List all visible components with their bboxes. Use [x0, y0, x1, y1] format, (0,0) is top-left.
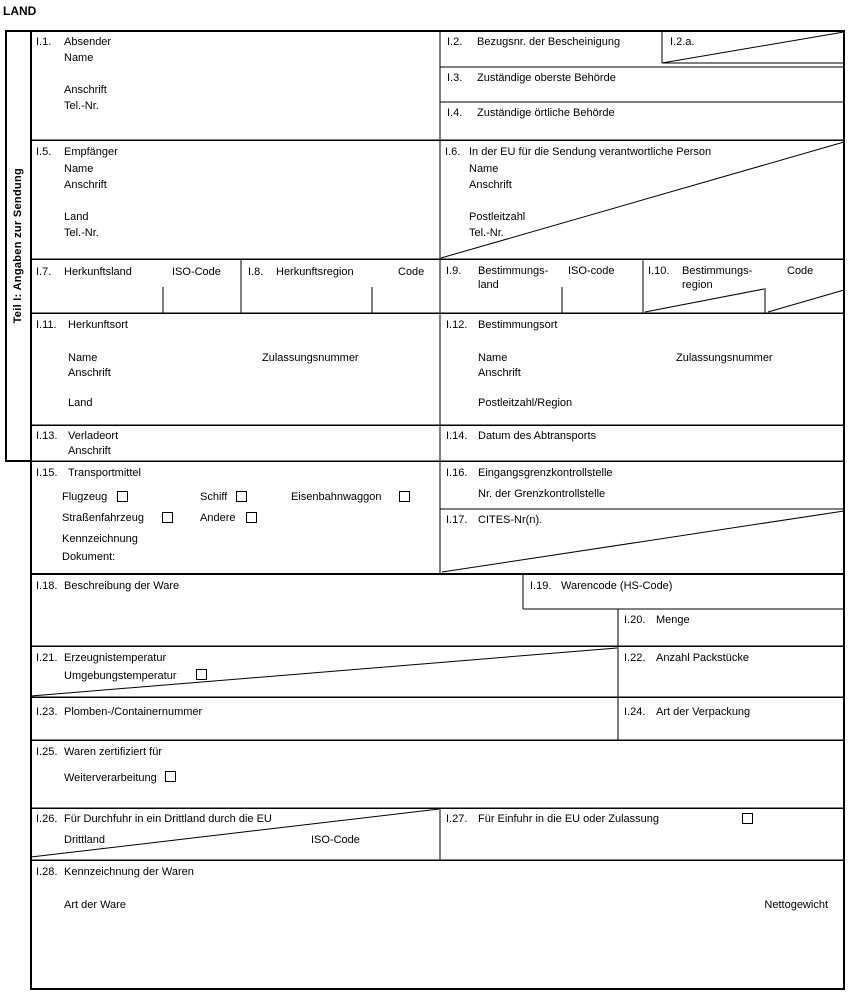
field-i15-dokument: Dokument: — [62, 551, 116, 563]
field-i23-title: Plomben-/Containernummer — [64, 706, 203, 718]
field-i9-code-label: ISO-code — [568, 265, 615, 277]
field-i1-anschrift: Anschrift — [64, 84, 107, 96]
field-i7-title: Herkunftsland — [64, 266, 132, 278]
field-i12-zulassung: Zulassungsnummer — [676, 352, 773, 364]
field-i1-name: Name — [64, 52, 94, 64]
field-i17-number: I.17. — [446, 514, 468, 526]
field-i2-number: I.2. — [447, 36, 463, 48]
field-i2a-number: I.2.a. — [670, 36, 695, 48]
umgebungstemperatur-checkbox[interactable] — [196, 669, 207, 680]
field-i26-title: Für Durchfuhr in ein Drittland durch die EU — [64, 813, 272, 825]
field-i13-anschrift: Anschrift — [68, 445, 111, 457]
country-heading: LAND — [3, 4, 37, 18]
field-i2-title: Bezugsnr. der Bescheinigung — [477, 36, 621, 48]
field-i26-iso-label: ISO-Code — [311, 834, 360, 846]
field-i25-weiterverarbeitung-label: Weiterverarbeitung — [64, 772, 157, 784]
field-i12-plz: Postleitzahl/Region — [478, 397, 573, 409]
field-i20-title: Menge — [656, 614, 690, 626]
part1-sidebar — [5, 30, 30, 461]
field-i3-number: I.3. — [447, 72, 463, 84]
field-i24-number: I.24. — [624, 706, 646, 718]
field-i13-title: Verladeort — [68, 430, 119, 442]
flugzeug-checkbox[interactable] — [117, 491, 128, 502]
field-i11-number: I.11. — [36, 319, 57, 331]
field-i21-title: Erzeugnistemperatur — [64, 652, 167, 664]
field-i22-number: I.22. — [624, 652, 646, 664]
field-i11-land: Land — [68, 397, 93, 409]
field-i11-anschrift: Anschrift — [68, 367, 111, 379]
field-i10-number: I.10. — [648, 265, 670, 277]
field-i25-number: I.25. — [36, 746, 58, 758]
field-i11-zulassung: Zulassungsnummer — [262, 352, 359, 364]
weiterverarbeitung-checkbox[interactable] — [165, 771, 176, 782]
field-i7-number: I.7. — [36, 266, 52, 278]
field-i15-andere-label: Andere — [200, 512, 236, 524]
field-i15-strassenfahrzeug-label: Straßenfahrzeug — [62, 512, 144, 524]
field-i7-code-label: ISO-Code — [172, 266, 221, 278]
field-i5-title: Empfänger — [64, 146, 118, 158]
field-i27-title: Für Einfuhr in die EU oder Zulassung — [478, 813, 659, 825]
field-i25-title: Waren zertifiziert für — [64, 746, 163, 758]
field-i1-tel: Tel.-Nr. — [64, 100, 99, 112]
field-i27-number: I.27. — [446, 813, 468, 825]
field-i6-title: In der EU für die Sendung verantwortliche Person — [469, 146, 712, 158]
field-i6-tel: Tel.-Nr. — [469, 227, 504, 239]
field-i28-title: Kennzeichnung der Waren — [64, 866, 194, 878]
field-i5-anschrift: Anschrift — [64, 179, 107, 191]
field-i18-number: I.18. — [36, 580, 58, 592]
field-i10-title-line2: region — [682, 279, 713, 291]
field-i15-number: I.15. — [36, 467, 58, 479]
field-i8-number: I.8. — [248, 266, 264, 278]
eisenbahnwaggon-checkbox[interactable] — [399, 491, 410, 502]
field-i4-number: I.4. — [447, 107, 463, 119]
field-i9-title-line1: Bestimmungs- — [478, 265, 549, 277]
einfuhr-zulassung-checkbox[interactable] — [742, 813, 753, 824]
field-i5-number: I.5. — [36, 146, 52, 158]
field-i19-number: I.19. — [530, 580, 552, 592]
field-i16-number: I.16. — [446, 467, 468, 479]
field-i6-number: I.6. — [445, 146, 461, 158]
field-i28-netto-label: Nettogewicht — [764, 899, 828, 911]
field-i15-kennzeichnung: Kennzeichnung — [62, 533, 138, 545]
field-i4-title: Zuständige örtliche Behörde — [477, 107, 615, 119]
field-i22-title: Anzahl Packstücke — [656, 652, 749, 664]
field-i15-eisenbahnwaggon-label: Eisenbahnwaggon — [291, 491, 382, 503]
field-i11-title: Herkunftsort — [68, 319, 128, 331]
field-i9-title-line2: land — [478, 279, 499, 291]
field-i13-number: I.13. — [36, 430, 58, 442]
field-i15-schiff-label: Schiff — [200, 491, 228, 503]
schiff-checkbox[interactable] — [236, 491, 247, 502]
field-i8-title: Herkunftsregion — [276, 266, 354, 278]
field-i12-name: Name — [478, 352, 508, 364]
field-i16-nr: Nr. der Grenzkontrollstelle — [478, 488, 606, 500]
field-i26-number: I.26. — [36, 813, 58, 825]
field-i12-title: Bestimmungsort — [478, 319, 558, 331]
field-i12-number: I.12. — [446, 319, 468, 331]
field-i19-title: Warencode (HS-Code) — [561, 580, 673, 592]
part1-sidebar-label: Teil I: Angaben zur Sendung — [11, 167, 24, 324]
field-i1-title: Absender — [64, 36, 112, 48]
field-i11-name: Name — [68, 352, 98, 364]
field-i5-tel: Tel.-Nr. — [64, 227, 99, 239]
field-i8-code-label: Code — [398, 266, 425, 278]
field-i5-name: Name — [64, 163, 94, 175]
field-i21-umgebung-label: Umgebungstemperatur — [64, 670, 177, 682]
field-i28-art-label: Art der Ware — [64, 899, 126, 911]
field-i6-anschrift: Anschrift — [469, 179, 512, 191]
field-i10-code-label: Code — [787, 265, 814, 277]
field-i14-number: I.14. — [446, 430, 468, 442]
strassenfahrzeug-checkbox[interactable] — [162, 512, 173, 523]
field-i17-title: CITES-Nr(n). — [478, 514, 543, 526]
field-i15-title: Transportmittel — [68, 467, 141, 479]
field-i16-title: Eingangsgrenzkontrollstelle — [478, 467, 613, 479]
field-i28-number: I.28. — [36, 866, 58, 878]
field-i20-number: I.20. — [624, 614, 646, 626]
strike-through-lines — [31, 32, 844, 857]
field-i6-name: Name — [469, 163, 499, 175]
field-i26-drittland: Drittland — [64, 834, 105, 846]
field-i6-plz: Postleitzahl — [469, 211, 526, 223]
andere-checkbox[interactable] — [246, 512, 257, 523]
field-i1-number: I.1. — [36, 36, 52, 48]
field-i21-number: I.21. — [36, 652, 58, 664]
field-i3-title: Zuständige oberste Behörde — [477, 72, 616, 84]
field-i14-title: Datum des Abtransports — [478, 430, 597, 442]
field-i24-title: Art der Verpackung — [656, 706, 751, 718]
field-i18-title: Beschreibung der Ware — [64, 580, 180, 592]
field-i15-flugzeug-label: Flugzeug — [62, 491, 108, 503]
field-i9-number: I.9. — [446, 265, 462, 277]
field-i10-title-line1: Bestimmungs- — [682, 265, 753, 277]
field-i5-land: Land — [64, 211, 89, 223]
field-i23-number: I.23. — [36, 706, 58, 718]
field-i12-anschrift: Anschrift — [478, 367, 521, 379]
